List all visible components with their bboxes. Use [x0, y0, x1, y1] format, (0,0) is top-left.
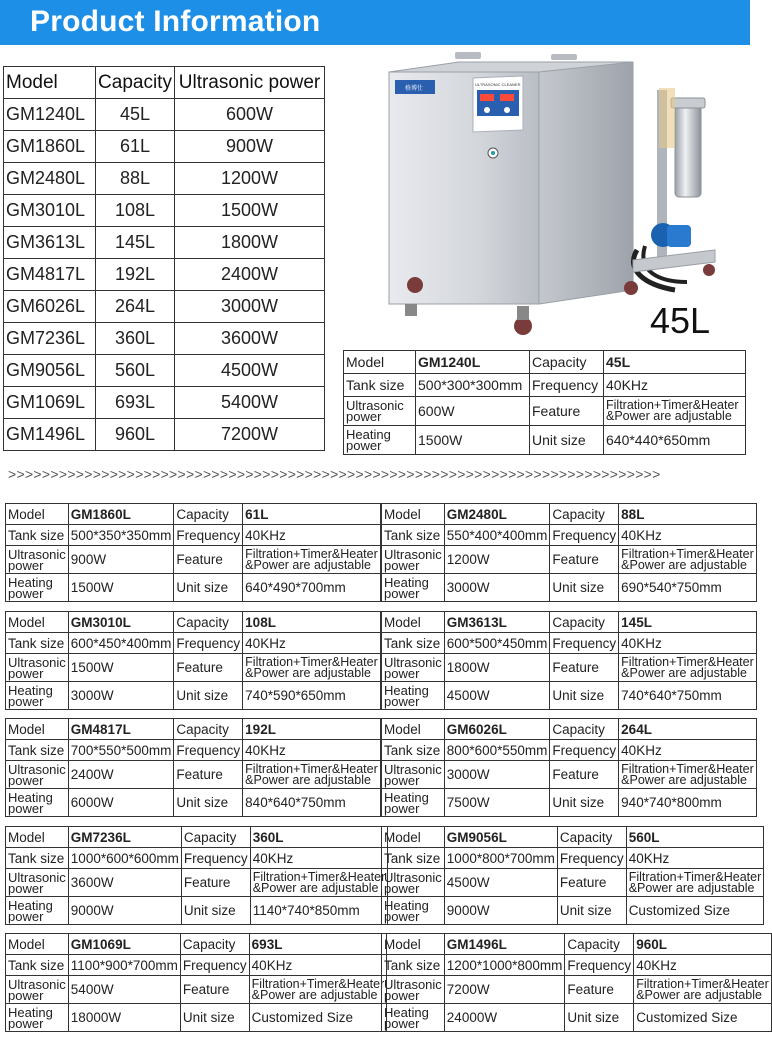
summary-row [4, 291, 325, 323]
label-frequency: Frequency [174, 740, 243, 761]
summary-power: 3000W [175, 291, 325, 323]
spec-frequency: 40KHz [619, 525, 757, 546]
spec-ultrasonic-power: 4500W [444, 869, 557, 897]
spec-feature: Filtration+Timer&Heater &Power are adjustable [243, 654, 381, 682]
label-tank-size: Tank size [382, 740, 445, 761]
label-feature: Feature [174, 761, 243, 789]
label-feature: Feature [181, 869, 250, 897]
label-ultrasonic-power: Ultrasonic power [6, 869, 69, 897]
summary-model: GM9056L [4, 355, 96, 387]
spec-tank-size: 500*300*300mm [416, 374, 530, 397]
label-capacity: Capacity [550, 504, 619, 525]
spec-frequency: 40KHz [243, 740, 381, 761]
main-spec-table [343, 350, 746, 455]
label-heating-power: Heating power [6, 789, 69, 817]
label-frequency: Frequency [174, 633, 243, 654]
label-ultrasonic-power: Ultrasonic power [382, 761, 445, 789]
spec-heating-power: 7500W [444, 789, 550, 817]
label-heating-power: Heating power [382, 574, 445, 602]
spec-capacity: 360L [250, 827, 388, 848]
spec-unit-size: Customized Size [634, 1004, 772, 1032]
label-frequency: Frequency [180, 955, 249, 976]
label-feature: Feature [180, 976, 249, 1004]
spec-model: GM6026L [444, 719, 550, 740]
label-ultrasonic-power: Ultrasonic power [6, 761, 69, 789]
label-unit-size: Unit size [174, 682, 243, 710]
spec-table [381, 933, 772, 1032]
spec-heating-power: 9000W [444, 897, 557, 925]
label-capacity: Capacity [550, 612, 619, 633]
summary-power: 2400W [175, 259, 325, 291]
summary-row [4, 387, 325, 419]
spec-ultrasonic-power: 1800W [444, 654, 550, 682]
label-capacity: Capacity [174, 719, 243, 740]
spec-capacity: 108L [243, 612, 381, 633]
spec-frequency: 40KHz [626, 848, 764, 869]
label-heating-power: Heating power [6, 682, 69, 710]
spec-frequency: 40KHz [250, 848, 388, 869]
label-ultrasonic-power: Ultrasonic power [382, 546, 445, 574]
label-ultrasonic-power: Ultrasonic power [344, 397, 416, 426]
summary-model: GM3613L [4, 227, 96, 259]
label-model: Model [382, 719, 445, 740]
spec-ultrasonic-power: 1500W [68, 654, 174, 682]
label-unit-size: Unit size [565, 1004, 634, 1032]
spec-heating-power: 3000W [444, 574, 550, 602]
spec-table [381, 611, 757, 710]
spec-ultrasonic-power: 3000W [444, 761, 550, 789]
summary-capacity: 360L [96, 323, 175, 355]
spec-heating-power: 3000W [68, 682, 174, 710]
label-frequency: Frequency [565, 955, 634, 976]
spec-model: GM1240L [416, 351, 530, 374]
summary-power: 3600W [175, 323, 325, 355]
spec-capacity: 45L [604, 351, 746, 374]
label-model: Model [382, 934, 445, 955]
summary-row [4, 99, 325, 131]
label-unit-size: Unit size [550, 789, 619, 817]
label-heating-power: Heating power [6, 574, 69, 602]
label-feature: Feature [530, 397, 604, 426]
label-unit-size: Unit size [550, 574, 619, 602]
summary-row [4, 419, 325, 451]
spec-tank-size: 600*500*450mm [444, 633, 550, 654]
spec-frequency: 40KHz [243, 525, 381, 546]
spec-unit-size: 1140*740*850mm [250, 897, 388, 925]
spec-model: GM1860L [68, 504, 174, 525]
brand-logo-text: 格博仕 [405, 86, 424, 92]
label-capacity: Capacity [557, 827, 626, 848]
spec-capacity: 693L [249, 934, 387, 955]
summary-power: 1800W [175, 227, 325, 259]
label-feature: Feature [174, 654, 243, 682]
spec-heating-power: 9000W [68, 897, 181, 925]
spec-frequency: 40KHz [604, 374, 746, 397]
spec-unit-size: 940*740*800mm [619, 789, 757, 817]
spec-frequency: 40KHz [634, 955, 772, 976]
spec-capacity: 61L [243, 504, 381, 525]
label-heating-power: Heating power [6, 1004, 69, 1032]
spec-unit-size: 740*640*750mm [619, 682, 757, 710]
spec-feature: Filtration+Timer&Heater &Power are adjustable [626, 869, 764, 897]
summary-model: GM4817L [4, 259, 96, 291]
spec-unit-size: Customized Size [249, 1004, 387, 1032]
summary-capacity: 108L [96, 195, 175, 227]
spec-tank-size: 700*550*500mm [68, 740, 174, 761]
label-unit-size: Unit size [180, 1004, 249, 1032]
label-capacity: Capacity [174, 612, 243, 633]
spec-frequency: 40KHz [243, 633, 381, 654]
spec-ultrasonic-power: 600W [416, 397, 530, 426]
label-tank-size: Tank size [6, 848, 69, 869]
label-capacity: Capacity [550, 719, 619, 740]
label-capacity: Capacity [530, 351, 604, 374]
summary-row [4, 195, 325, 227]
spec-ultrasonic-power: 1200W [444, 546, 550, 574]
label-feature: Feature [565, 976, 634, 1004]
spec-capacity: 88L [619, 504, 757, 525]
label-ultrasonic-power: Ultrasonic power [382, 869, 445, 897]
label-feature: Feature [550, 654, 619, 682]
label-frequency: Frequency [181, 848, 250, 869]
spec-table [5, 718, 381, 817]
spec-unit-size: 690*540*750mm [619, 574, 757, 602]
spec-heating-power: 24000W [444, 1004, 565, 1032]
summary-header-capacity: Capacity [96, 67, 175, 99]
spec-model: GM9056L [444, 827, 557, 848]
label-feature: Feature [174, 546, 243, 574]
spec-tank-size: 800*600*550mm [444, 740, 550, 761]
title-banner [0, 0, 750, 45]
label-heating-power: Heating power [382, 789, 445, 817]
spec-feature: Filtration+Timer&Heater &Power are adjustable [604, 397, 746, 426]
spec-capacity: 145L [619, 612, 757, 633]
label-ultrasonic-power: Ultrasonic power [6, 654, 69, 682]
label-tank-size: Tank size [6, 740, 69, 761]
summary-capacity: 264L [96, 291, 175, 323]
label-model: Model [344, 351, 416, 374]
label-tank-size: Tank size [6, 955, 69, 976]
label-model: Model [382, 504, 445, 525]
summary-model: GM1860L [4, 131, 96, 163]
summary-power: 4500W [175, 355, 325, 387]
spec-tank-size: 500*350*350mm [68, 525, 174, 546]
spec-model: GM1496L [444, 934, 565, 955]
spec-feature: Filtration+Timer&Heater &Power are adjustable [619, 761, 757, 789]
summary-row [4, 131, 325, 163]
spec-table [381, 503, 757, 602]
label-ultrasonic-power: Ultrasonic power [382, 976, 445, 1004]
label-model: Model [6, 827, 69, 848]
label-heating-power: Heating power [344, 426, 416, 455]
label-ultrasonic-power: Ultrasonic power [6, 976, 69, 1004]
summary-model: GM2480L [4, 163, 96, 195]
summary-power: 1500W [175, 195, 325, 227]
spec-unit-size: 740*590*650mm [243, 682, 381, 710]
label-unit-size: Unit size [530, 426, 604, 455]
spec-ultrasonic-power: 2400W [68, 761, 174, 789]
label-capacity: Capacity [565, 934, 634, 955]
spec-ultrasonic-power: 900W [68, 546, 174, 574]
summary-model: GM7236L [4, 323, 96, 355]
spec-tank-size: 1200*1000*800mm [444, 955, 565, 976]
spec-unit-size: 640*490*700mm [243, 574, 381, 602]
spec-model: GM7236L [68, 827, 181, 848]
summary-model: GM1240L [4, 99, 96, 131]
spec-unit-size: 840*640*750mm [243, 789, 381, 817]
summary-power: 5400W [175, 387, 325, 419]
spec-tank-size: 600*450*400mm [68, 633, 174, 654]
summary-row [4, 227, 325, 259]
spec-unit-size: Customized Size [626, 897, 764, 925]
label-model: Model [6, 934, 69, 955]
spec-table [381, 826, 764, 925]
spec-ultrasonic-power: 7200W [444, 976, 565, 1004]
spec-table [5, 826, 388, 925]
spec-frequency: 40KHz [619, 740, 757, 761]
summary-capacity: 61L [96, 131, 175, 163]
summary-model: GM1496L [4, 419, 96, 451]
spec-ultrasonic-power: 5400W [68, 976, 180, 1004]
label-heating-power: Heating power [6, 897, 69, 925]
spec-capacity: 264L [619, 719, 757, 740]
summary-header-model: Model [4, 67, 96, 99]
summary-capacity: 45L [96, 99, 175, 131]
summary-capacity: 88L [96, 163, 175, 195]
label-unit-size: Unit size [181, 897, 250, 925]
capacity-label: 45L [650, 300, 711, 341]
summary-row [4, 323, 325, 355]
summary-row [4, 355, 325, 387]
summary-model: GM1069L [4, 387, 96, 419]
spec-feature: Filtration+Timer&Heater &Power are adjustable [619, 654, 757, 682]
summary-model: GM3010L [4, 195, 96, 227]
label-frequency: Frequency [550, 525, 619, 546]
spec-heating-power: 4500W [444, 682, 550, 710]
summary-power: 1200W [175, 163, 325, 195]
label-model: Model [6, 504, 69, 525]
label-ultrasonic-power: Ultrasonic power [382, 654, 445, 682]
page-title: Product Information [30, 5, 321, 38]
separator: >>>>>>>>>>>>>>>>>>>>>>>>>>>>>>>>>>>>>>>>>>>>>>>>>>>>>>>>>>>>>>>>>>>>>>>>>>>>> [8, 466, 661, 482]
summary-power: 7200W [175, 419, 325, 451]
spec-frequency: 40KHz [619, 633, 757, 654]
spec-heating-power: 1500W [416, 426, 530, 455]
spec-tank-size: 1100*900*700mm [68, 955, 180, 976]
spec-table [5, 503, 381, 602]
summary-header-ultrasonic: Ultrasonic power [175, 67, 325, 99]
label-unit-size: Unit size [174, 789, 243, 817]
label-frequency: Frequency [550, 740, 619, 761]
label-tank-size: Tank size [382, 848, 445, 869]
label-model: Model [382, 612, 445, 633]
label-frequency: Frequency [174, 525, 243, 546]
label-heating-power: Heating power [382, 682, 445, 710]
spec-table [5, 611, 381, 710]
label-model: Model [382, 827, 445, 848]
summary-table [3, 66, 325, 451]
label-unit-size: Unit size [550, 682, 619, 710]
label-tank-size: Tank size [382, 633, 445, 654]
summary-capacity: 192L [96, 259, 175, 291]
label-frequency: Frequency [557, 848, 626, 869]
spec-tank-size: 550*400*400mm [444, 525, 550, 546]
spec-model: GM3010L [68, 612, 174, 633]
label-tank-size: Tank size [382, 955, 445, 976]
spec-model: GM2480L [444, 504, 550, 525]
spec-heating-power: 18000W [68, 1004, 180, 1032]
label-model: Model [6, 719, 69, 740]
label-feature: Feature [550, 761, 619, 789]
spec-model: GM4817L [68, 719, 174, 740]
label-tank-size: Tank size [382, 525, 445, 546]
spec-capacity: 960L [634, 934, 772, 955]
spec-unit-size: 640*440*650mm [604, 426, 746, 455]
spec-heating-power: 6000W [68, 789, 174, 817]
label-ultrasonic-power: Ultrasonic power [6, 546, 69, 574]
summary-capacity: 560L [96, 355, 175, 387]
label-frequency: Frequency [530, 374, 604, 397]
spec-feature: Filtration+Timer&Heater &Power are adjustable [250, 869, 388, 897]
label-capacity: Capacity [174, 504, 243, 525]
spec-feature: Filtration+Timer&Heater &Power are adjustable [249, 976, 387, 1004]
label-frequency: Frequency [550, 633, 619, 654]
spec-table [381, 718, 757, 817]
spec-capacity: 192L [243, 719, 381, 740]
label-feature: Feature [550, 546, 619, 574]
spec-model: GM1069L [68, 934, 180, 955]
summary-power: 900W [175, 131, 325, 163]
summary-capacity: 693L [96, 387, 175, 419]
spec-feature: Filtration+Timer&Heater &Power are adjustable [634, 976, 772, 1004]
spec-capacity: 560L [626, 827, 764, 848]
label-capacity: Capacity [181, 827, 250, 848]
label-tank-size: Tank size [6, 525, 69, 546]
spec-heating-power: 1500W [68, 574, 174, 602]
spec-frequency: 40KHz [249, 955, 387, 976]
summary-model: GM6026L [4, 291, 96, 323]
label-capacity: Capacity [180, 934, 249, 955]
spec-tank-size: 1000*600*600mm [68, 848, 181, 869]
label-model: Model [6, 612, 69, 633]
label-heating-power: Heating power [382, 1004, 445, 1032]
spec-ultrasonic-power: 3600W [68, 869, 181, 897]
summary-capacity: 960L [96, 419, 175, 451]
spec-tank-size: 1000*800*700mm [444, 848, 557, 869]
spec-feature: Filtration+Timer&Heater &Power are adjustable [243, 761, 381, 789]
label-feature: Feature [557, 869, 626, 897]
label-unit-size: Unit size [557, 897, 626, 925]
summary-row [4, 259, 325, 291]
spec-table [5, 933, 387, 1032]
summary-row [4, 163, 325, 195]
spec-model: GM3613L [444, 612, 550, 633]
panel-label: ULTRASONIC CLEANER [475, 82, 521, 87]
label-tank-size: Tank size [344, 374, 416, 397]
summary-power: 600W [175, 99, 325, 131]
label-tank-size: Tank size [6, 633, 69, 654]
label-unit-size: Unit size [174, 574, 243, 602]
label-heating-power: Heating power [382, 897, 445, 925]
spec-feature: Filtration+Timer&Heater &Power are adjustable [619, 546, 757, 574]
spec-feature: Filtration+Timer&Heater &Power are adjustable [243, 546, 381, 574]
summary-capacity: 145L [96, 227, 175, 259]
